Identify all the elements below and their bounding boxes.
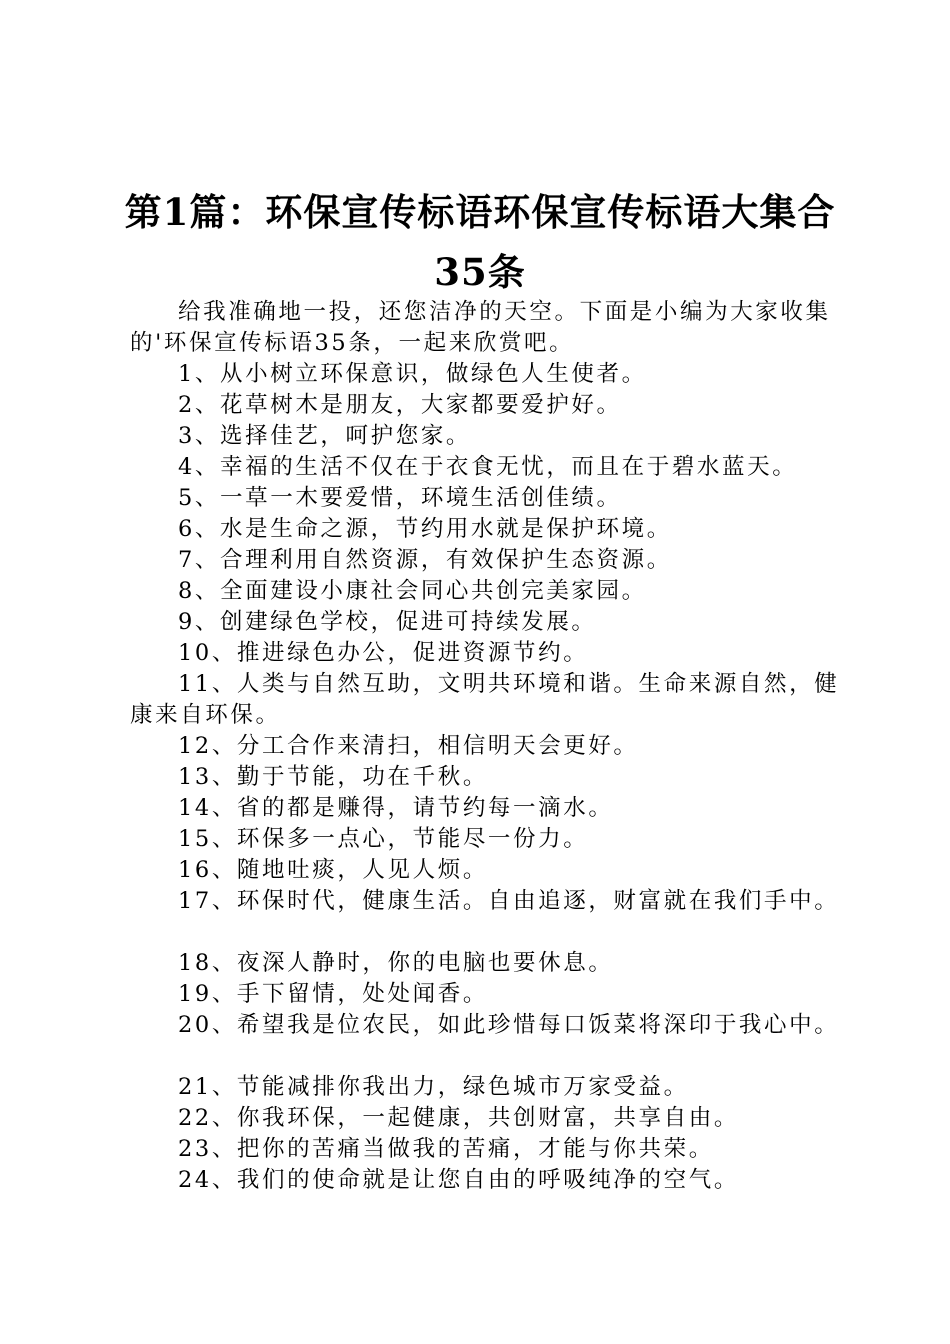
slogan-item: 24、我们的使命就是让您自由的呼吸纯净的空气。 xyxy=(178,1167,739,1193)
slogan-item: 17、环保时代，健康生活。自由追逐，财富就在我们手中。 xyxy=(178,888,840,914)
slogan-item: 10、推进绿色办公，促进资源节约。 xyxy=(178,640,589,666)
slogan-item: 3、选择佳艺，呵护您家。 xyxy=(178,423,472,449)
slogan-item: 23、把你的苦痛当做我的苦痛，才能与你共荣。 xyxy=(178,1136,714,1162)
document-body xyxy=(130,297,850,1196)
slogan-item: 1、从小树立环保意识，做绿色人生使者。 xyxy=(178,361,647,387)
slogan-item: 9、创建绿色学校，促进可持续发展。 xyxy=(178,609,597,635)
slogan-item: 16、随地吐痰，人见人烦。 xyxy=(178,857,488,883)
slogan-item: 20、希望我是位农民，如此珍惜每口饭菜将深印于我心中。 xyxy=(178,1012,840,1038)
slogan-item: 15、环保多一点心，节能尽一份力。 xyxy=(178,826,589,852)
slogan-item: 22、你我环保，一起健康，共创财富，共享自由。 xyxy=(178,1105,739,1131)
intro-paragraph: 给我准确地一投，还您洁净的天空。下面是小编为大家收集的'环保宣传标语35条，一起来欣赏吧。 xyxy=(130,299,831,356)
slogan-item: 12、分工合作来清扫，相信明天会更好。 xyxy=(178,733,639,759)
slogan-item: 14、省的都是赚得，请节约每一滴水。 xyxy=(178,795,614,821)
slogan-item: 2、花草树木是朋友，大家都要爱护好。 xyxy=(178,392,622,418)
slogan-item: 8、全面建设小康社会同心共创完美家园。 xyxy=(178,578,647,604)
slogan-item: 19、手下留情，处处闻香。 xyxy=(178,981,488,1007)
blank-line xyxy=(130,1041,850,1072)
slogan-item: 13、勤于节能，功在千秋。 xyxy=(178,764,488,790)
slogan-item: 7、合理利用自然资源，有效保护生态资源。 xyxy=(178,547,672,573)
slogan-item: 5、一草一木要爱惜，环境生活创佳绩。 xyxy=(178,485,622,511)
document-title: 第1篇：环保宣传标语环保宣传标语大集合35条 xyxy=(124,190,836,294)
slogan-item: 11、人类与自然互助，文明共环境和谐。生命来源自然，健康来自环保。 xyxy=(130,671,840,728)
slogan-item: 18、夜深人静时，你的电脑也要休息。 xyxy=(178,950,614,976)
slogan-item: 21、节能减排你我出力，绿色城市万家受益。 xyxy=(178,1074,689,1100)
slogan-item: 4、幸福的生活不仅在于衣食无忧，而且在于碧水蓝天。 xyxy=(178,454,798,480)
slogan-item: 6、水是生命之源，节约用水就是保护环境。 xyxy=(178,516,672,542)
blank-line xyxy=(130,917,850,948)
